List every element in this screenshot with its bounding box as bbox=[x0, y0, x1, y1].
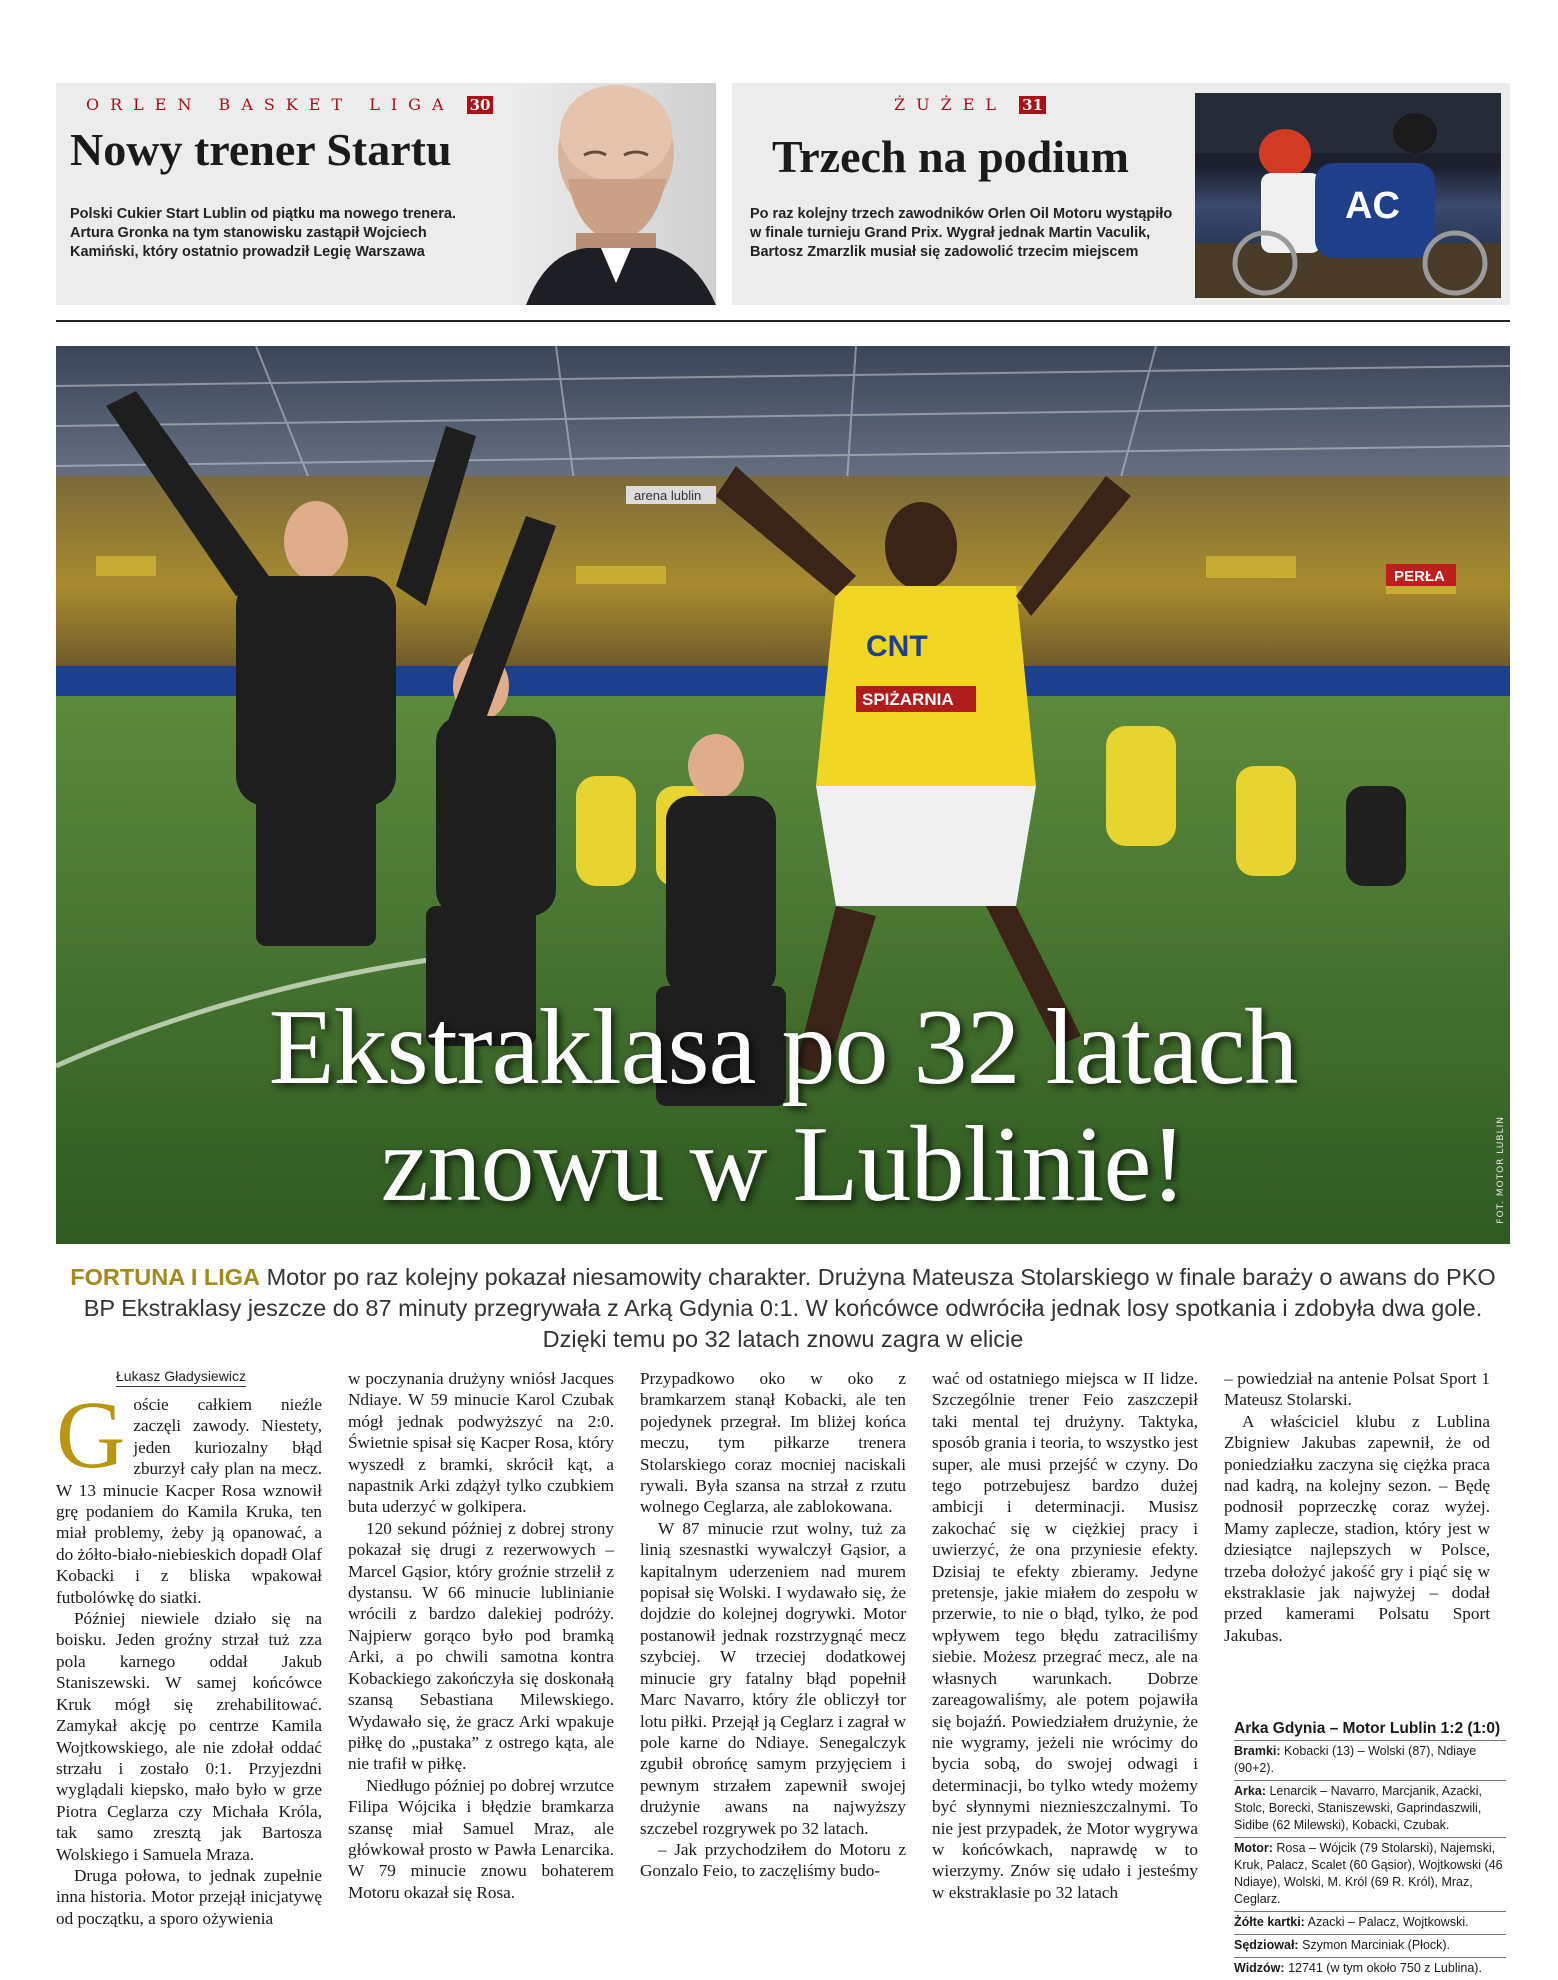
section-divider bbox=[56, 320, 1510, 322]
stats-value: Rosa – Wójcik (79 Stolarski), Najemski, Kruk, Palacz, Scalet (60 Gąsior), Wojtkowski (46 Ndiaye), Wolski, M. Król (69 R. Król), Mraz, Ceglarz. bbox=[1234, 1841, 1503, 1906]
section-tag: FORTUNA I LIGA bbox=[70, 1264, 261, 1290]
match-result-title: Arka Gdynia – Motor Lublin 1:2 (1:0) bbox=[1234, 1720, 1501, 1737]
stats-row-arka bbox=[1234, 1780, 1506, 1837]
speedway-photo bbox=[1195, 93, 1501, 298]
photo-credit: FOT. MOTOR LUBLIN bbox=[1496, 1116, 1506, 1224]
stats-value: Kobacki (13) – Wolski (87), Ndiaye (90+2). bbox=[1234, 1744, 1477, 1775]
article-lead bbox=[56, 1262, 1510, 1355]
drop-cap: G bbox=[56, 1381, 126, 1488]
teaser-title[interactable]: Nowy trener Startu bbox=[70, 124, 452, 175]
page-number-badge: 30 bbox=[467, 96, 494, 114]
match-stats-box bbox=[1234, 1720, 1506, 1980]
paragraph: Druga połowa, to jednak zupełnie inna historia. Motor przejął inicjatywę od początku, a sporo ożywienia bbox=[56, 1865, 322, 1928]
headline-line-1: Ekstraklasa po 32 latach bbox=[268, 988, 1298, 1107]
stats-row-referee bbox=[1234, 1934, 1506, 1957]
stats-row-goals bbox=[1234, 1740, 1506, 1780]
page-number-badge: 31 bbox=[1019, 96, 1046, 114]
headline-line-2: znowu w Lublinie! bbox=[380, 1105, 1186, 1224]
teaser-kicker bbox=[86, 95, 493, 114]
paragraph: w poczynania drużyny wniósł Jacques Ndiaye. W 59 minucie Karol Czubak mógł jednak podwyższyć na 2:0. Świetnie spisał się Kacper Rosa, który wyszedł z bramki, skrócił kąt, a napastnik Arki zdążył tylko czubkiem buta uderzyć w golkipera. bbox=[348, 1369, 614, 1517]
stats-row-motor bbox=[1234, 1837, 1506, 1911]
stats-value: 12741 (w tym około 750 z Lublina). bbox=[1288, 1961, 1482, 1975]
paragraph: Niedługo później po dobrej wrzutce Filipa Wójcika i błędzie bramkarza szansę miał Samuel Mraz, ale główkował prosto w Pawła Lenarcika. W 79 minucie znowu bohaterem Motoru okazał się Rosa. bbox=[348, 1775, 614, 1902]
stats-row-cards bbox=[1234, 1911, 1506, 1934]
stats-row-attendance bbox=[1234, 1957, 1506, 1980]
paragraph: wać od ostatniego miejsca w II lidze. Szczególnie trener Feio zaszczepił taki mental tej drużyny. Taktyka, sposób grania i teoria, to wszystko jest super, ale musi przejść w czyny. Do tego potrzebujesz bardzo dużej ambicji i determinacji. Musisz zakochać się w ciężkiej pracy i uwierzyć, że ona przyniesie efekty. Dzisiaj te efekty zbieramy. Jedyne pretensje, jakie miałem do zespołu w przerwie, to nie o błąd, tylko, że pod wpływem tego błędu zatraciliśmy siebie. Możesz przegrać mecz, ale na własnych warunkach. Dobrze zareagowaliśmy, ale potem pojawiła się bojaźń. Powiedziałem drużynie, że nie wygramy, jeżeli nie wrócimy do bycia sobą, do swojej odwagi i determinacji, bo tylko wtedy możemy być słynnymi nieznieszczalnymi. To nie jest przypadek, że Motor wygrywa w końcówkach, naprawdę w to wierzymy. Znów się udało i jesteśmy w ekstraklasie po 32 latach bbox=[932, 1369, 1198, 1902]
paragraph: oście całkiem nieźle zaczęli zawody. Niestety, jeden kuriozalny błąd zburzył cały plan na mecz. W 13 minucie Kacper Rosa wznowił grę podaniem do Kamila Kruka, ten miał problemy, żeby ją opanować, a do żółto-biało-niebieskich dopadł Olaf Kobacki i z bliska wpakował futbolówkę do siatki. bbox=[56, 1395, 322, 1607]
stadium-sign: arena lublin bbox=[634, 488, 702, 503]
paragraph: 120 sekund później z dobrej strony pokazał się drugi z rezerwowych – Marcel Gąsior, który groźnie strzelił z dystansu. W 66 minucie lublinianie wrócili z bardzo dalekiej podróży. Najpierw gorąco było pod bramką Arki, a po chwili samotna kontra Kobackiego zakończyła się doskonałą szansą Sebastiana Milewskiego. Wydawało się, że gracz Arki wpakuje piłkę do „pustaka” z ostrego kąta, ale nie trafił w piłkę. bbox=[348, 1518, 614, 1774]
article-column-1 bbox=[56, 1381, 322, 1929]
article-column-4 bbox=[932, 1368, 1198, 1903]
stats-value: Azacki – Palacz, Wojtkowski. bbox=[1307, 1915, 1469, 1929]
stats-value: Szymon Marciniak (Płock). bbox=[1302, 1938, 1451, 1952]
stats-label: Motor: bbox=[1234, 1841, 1273, 1855]
svg-text:AC: AC bbox=[1345, 185, 1400, 227]
ad-board-text: PERŁA bbox=[1394, 568, 1445, 585]
paragraph: W 87 minucie rzut wolny, tuż za linią szesnastki wywalczył Gąsior, a kapitalnym uderzeniem nad murem popisał się Wolski. I wydawało się, że dojdzie do kolejnej dogrywki. Motor postanowił jednak rozstrzygnąć mecz szybciej. W trzeciej dodatkowej minucie gry fatalny błąd popełnił Marc Navarro, który źle obliczył tor lotu piłki. Przejął ją Ceglarz i zagrał w pole karne do Ndiaye. Senegalczyk zgubił obrońcę samym przyjęciem i pewnym strzałem zapewnił swojej drużynie awans na najwyższy szczebel rozgrywek po 32 latach. bbox=[640, 1518, 906, 1838]
paragraph: Przypadkowo oko w oko z bramkarzem stanął Kobacki, ale ten pojedynek przegrał. Im bliżej końca meczu, tym piłkarze trenera Stolarskiego coraz mocniej naciskali rywali. Była szansa na strzał z rzutu wolnego Ceglarza, ale zablokowana. bbox=[640, 1369, 906, 1517]
teaser-title[interactable]: Trzech na podium bbox=[772, 131, 1129, 182]
teaser-text: Po raz kolejny trzech zawodników Orlen Oil Motoru wystąpiło w finale turnieju Grand Prix. Wygrał jednak Martin Vaculik, Bartosz Zmarzlik musiał się zadowolić trzecim miejscem bbox=[750, 206, 1173, 260]
stats-label: Arka: bbox=[1234, 1784, 1266, 1798]
lead-text: Motor po raz kolejny pokazał niesamowity charakter. Drużyna Mateusza Stolarskiego w finale baraży o awans do PKO BP Ekstraklasy jeszcze do 87 minuty przegrywała z Arką Gdynia 0:1. W końcówce odwróciła jednak losy spotkania i zdobyła dwa gole. Dzięki temu po 32 latach znowu zagra w elicie bbox=[83, 1264, 1496, 1352]
teaser-speedway[interactable] bbox=[732, 83, 1510, 305]
coach-portrait-photo bbox=[506, 83, 716, 305]
kicker-text: ORLEN BASKET LIGA bbox=[86, 95, 455, 114]
teaser-text: Polski Cukier Start Lublin od piątku ma nowego trenera. Artura Gronka na tym stanowisku zastąpił Wojciech Kamiński, który ostatnio prowadził Legię Warszawa bbox=[70, 206, 456, 260]
shirt-sponsor-2: SPIŻARNIA bbox=[862, 690, 954, 709]
article-column-2 bbox=[348, 1368, 614, 1903]
teaser-kicker bbox=[894, 95, 1046, 114]
shirt-sponsor: CNT bbox=[866, 630, 928, 663]
paragraph: – Jak przychodziłem do Motoru z Gonzalo Feio, to zaczęliśmy budo- bbox=[640, 1839, 906, 1881]
stats-value: Lenarcik – Navarro, Marcjanik, Azacki, Stolc, Borecki, Staniszewski, Gaprindaszwili, Sidibe (62 Milewski), Kobacki, Czubak. bbox=[1234, 1784, 1483, 1832]
stats-label: Żółte kartki: bbox=[1234, 1915, 1305, 1929]
stats-label: Sędziował: bbox=[1234, 1938, 1299, 1952]
kicker-text: ŻUŻEL bbox=[894, 95, 1008, 114]
paragraph: – powiedział na antenie Polsat Sport 1 Mateusz Stolarski. bbox=[1224, 1369, 1490, 1410]
paragraph: A właściciel klubu z Lublina Zbigniew Jakubas zapewnił, że od poniedziałku zaczyna się ciężka praca nad kadrą, na kolejny sezon. – Będę podnosił poprzeczkę coraz wyżej. Mamy zaplecze, stadion, który jest w dziesiątce najlepszych w Polsce, trzeba dołożyć jakość gry i piąć się w ekstraklasie jak najwyżej – dodał przed kamerami Polsatu Sport Jakubas. bbox=[1224, 1411, 1490, 1645]
author-byline: Łukasz Gładysiewicz bbox=[116, 1368, 246, 1387]
article-column-5 bbox=[1224, 1368, 1490, 1646]
article-column-3 bbox=[640, 1368, 906, 1882]
stats-label: Widzów: bbox=[1234, 1961, 1285, 1975]
hero-photo bbox=[56, 346, 1510, 1244]
paragraph: Później niewiele działo się na boisku. Jeden groźny strzał tuż zza pola karnego oddał Jakub Staniszewski. W samej końcówce Kruk mógł się zrehabilitować. Zamykał akcję po centrze Kamila Wojtkowskiego, ale nie zdołał oddać strzału i zostało 0:1. Przyjezdni wyglądali kiepsko, mało było w grze Piotra Ceglarza czy Michała Króla, tak samo zresztą jak Bartosza Wolskiego i Samuela Mraza. bbox=[56, 1609, 322, 1864]
teaser-basket[interactable] bbox=[56, 83, 716, 305]
stats-label: Bramki: bbox=[1234, 1744, 1281, 1758]
